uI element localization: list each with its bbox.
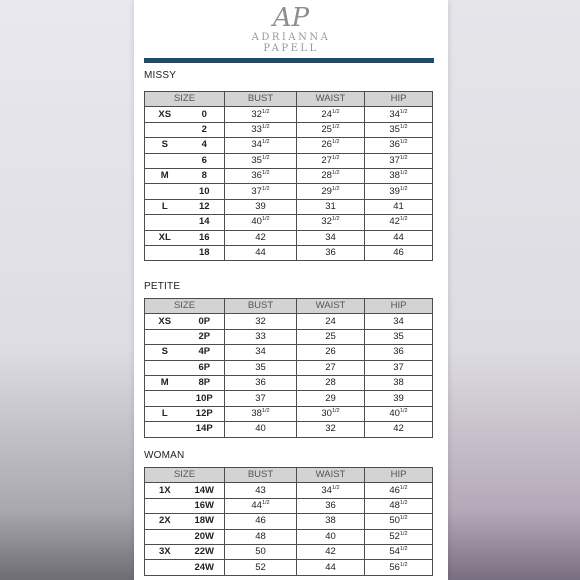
size-label-cell: L bbox=[145, 199, 185, 214]
waist-cell: 42 bbox=[297, 544, 365, 559]
table-row bbox=[145, 314, 433, 329]
waist-cell: 38 bbox=[297, 514, 365, 529]
table-row bbox=[145, 168, 433, 183]
bust-cell: 37 bbox=[225, 391, 297, 406]
table-row bbox=[145, 199, 433, 214]
size-label-cell bbox=[145, 184, 185, 199]
table-row bbox=[145, 215, 433, 230]
hip-cell: 44 bbox=[365, 230, 433, 245]
waist-cell: $25^{1/2}$ bbox=[297, 122, 365, 137]
waist-cell: 27 bbox=[297, 360, 365, 375]
table-row bbox=[145, 245, 433, 260]
size-number-cell: 24W bbox=[185, 560, 225, 575]
table-row bbox=[145, 329, 433, 344]
background-right bbox=[448, 0, 580, 580]
waist-cell: 44 bbox=[297, 560, 365, 575]
size-table-woman bbox=[144, 467, 433, 576]
table-row bbox=[145, 422, 433, 437]
size-number-cell: 4 bbox=[185, 138, 225, 153]
size-label-cell bbox=[145, 560, 185, 575]
hip-cell: $54^{1/2}$ bbox=[365, 544, 433, 559]
bust-cell: $37^{1/2}$ bbox=[225, 184, 297, 199]
size-number-cell: 16W bbox=[185, 498, 225, 513]
hip-cell: $50^{1/2}$ bbox=[365, 514, 433, 529]
hip-cell: $37^{1/2}$ bbox=[365, 153, 433, 168]
hip-cell: $48^{1/2}$ bbox=[365, 498, 433, 513]
waist-cell: 31 bbox=[297, 199, 365, 214]
size-label-cell: 1X bbox=[145, 483, 185, 498]
hip-header: HIP bbox=[365, 92, 433, 107]
bust-cell: 35 bbox=[225, 360, 297, 375]
size-table-missy bbox=[144, 91, 433, 261]
table-row bbox=[145, 406, 433, 421]
table-header-row bbox=[145, 92, 433, 107]
hip-cell: 34 bbox=[365, 314, 433, 329]
waist-cell: 29 bbox=[297, 391, 365, 406]
waist-cell: 26 bbox=[297, 345, 365, 360]
size-label-cell bbox=[145, 360, 185, 375]
hip-cell: $34^{1/2}$ bbox=[365, 107, 433, 122]
waist-cell: $34^{1/2}$ bbox=[297, 483, 365, 498]
table-row bbox=[145, 360, 433, 375]
table-row bbox=[145, 560, 433, 575]
brand-monogram: AP bbox=[272, 3, 310, 33]
size-label-cell bbox=[145, 391, 185, 406]
table-row bbox=[145, 483, 433, 498]
size-number-cell: 14 bbox=[185, 215, 225, 230]
bust-cell: $40^{1/2}$ bbox=[225, 215, 297, 230]
waist-cell: 28 bbox=[297, 375, 365, 390]
hip-cell: 35 bbox=[365, 329, 433, 344]
bust-cell: 44 bbox=[225, 245, 297, 260]
size-label-cell: S bbox=[145, 345, 185, 360]
size-number-cell: 4P bbox=[185, 345, 225, 360]
hip-cell: 37 bbox=[365, 360, 433, 375]
hip-cell: $36^{1/2}$ bbox=[365, 138, 433, 153]
bust-cell: 40 bbox=[225, 422, 297, 437]
table-row bbox=[145, 107, 433, 122]
bust-cell: 33 bbox=[225, 329, 297, 344]
brand-logo bbox=[134, 4, 448, 54]
header-rule bbox=[144, 58, 434, 63]
size-header: SIZE bbox=[145, 468, 225, 483]
waist-cell: 24 bbox=[297, 314, 365, 329]
section-title-petite: PETITE bbox=[144, 281, 181, 292]
bust-cell: $33^{1/2}$ bbox=[225, 122, 297, 137]
size-label-cell: M bbox=[145, 168, 185, 183]
bust-header: BUST bbox=[225, 468, 297, 483]
brand-name-line1: ADRIANNA bbox=[251, 32, 331, 43]
size-number-cell: 12P bbox=[185, 406, 225, 421]
waist-cell: $32^{1/2}$ bbox=[297, 215, 365, 230]
hip-cell: $52^{1/2}$ bbox=[365, 529, 433, 544]
table-row bbox=[145, 391, 433, 406]
size-label-cell bbox=[145, 329, 185, 344]
hip-header: HIP bbox=[365, 299, 433, 314]
background-left bbox=[0, 0, 134, 580]
waist-cell: $29^{1/2}$ bbox=[297, 184, 365, 199]
size-number-cell: 10 bbox=[185, 184, 225, 199]
size-number-cell: 6 bbox=[185, 153, 225, 168]
size-label-cell: 2X bbox=[145, 514, 185, 529]
table-row bbox=[145, 153, 433, 168]
bust-cell: $35^{1/2}$ bbox=[225, 153, 297, 168]
bust-header: BUST bbox=[225, 92, 297, 107]
hip-cell: 46 bbox=[365, 245, 433, 260]
waist-cell: $24^{1/2}$ bbox=[297, 107, 365, 122]
hip-cell: $40^{1/2}$ bbox=[365, 406, 433, 421]
bust-cell: 50 bbox=[225, 544, 297, 559]
size-label-cell: L bbox=[145, 406, 185, 421]
size-label-cell: M bbox=[145, 375, 185, 390]
bust-cell: $36^{1/2}$ bbox=[225, 168, 297, 183]
bust-header: BUST bbox=[225, 299, 297, 314]
bust-cell: $32^{1/2}$ bbox=[225, 107, 297, 122]
size-table-petite bbox=[144, 298, 433, 438]
hip-cell: 42 bbox=[365, 422, 433, 437]
waist-header: WAIST bbox=[297, 92, 365, 107]
size-number-cell: 8P bbox=[185, 375, 225, 390]
bust-cell: 32 bbox=[225, 314, 297, 329]
hip-cell: $35^{1/2}$ bbox=[365, 122, 433, 137]
size-label-cell bbox=[145, 529, 185, 544]
size-number-cell: 18W bbox=[185, 514, 225, 529]
bust-cell: 34 bbox=[225, 345, 297, 360]
waist-cell: 25 bbox=[297, 329, 365, 344]
bust-cell: 43 bbox=[225, 483, 297, 498]
section-title-woman: WOMAN bbox=[144, 450, 185, 461]
waist-header: WAIST bbox=[297, 468, 365, 483]
hip-cell: 41 bbox=[365, 199, 433, 214]
table-row bbox=[145, 514, 433, 529]
size-number-cell: 2P bbox=[185, 329, 225, 344]
bust-cell: $44^{1/2}$ bbox=[225, 498, 297, 513]
waist-cell: $28^{1/2}$ bbox=[297, 168, 365, 183]
table-row bbox=[145, 544, 433, 559]
table-row bbox=[145, 529, 433, 544]
size-header: SIZE bbox=[145, 299, 225, 314]
waist-cell: 40 bbox=[297, 529, 365, 544]
size-label-cell: 3X bbox=[145, 544, 185, 559]
hip-cell: 39 bbox=[365, 391, 433, 406]
hip-header: HIP bbox=[365, 468, 433, 483]
size-label-cell bbox=[145, 245, 185, 260]
table-row bbox=[145, 498, 433, 513]
table-row bbox=[145, 345, 433, 360]
size-label-cell bbox=[145, 153, 185, 168]
table-row bbox=[145, 375, 433, 390]
size-number-cell: 12 bbox=[185, 199, 225, 214]
bust-cell: $38^{1/2}$ bbox=[225, 406, 297, 421]
size-label-cell: XL bbox=[145, 230, 185, 245]
size-number-cell: 0P bbox=[185, 314, 225, 329]
waist-cell: 32 bbox=[297, 422, 365, 437]
size-number-cell: 22W bbox=[185, 544, 225, 559]
size-label-cell: S bbox=[145, 138, 185, 153]
bust-cell: 39 bbox=[225, 199, 297, 214]
size-number-cell: 10P bbox=[185, 391, 225, 406]
size-number-cell: 14W bbox=[185, 483, 225, 498]
size-number-cell: 14P bbox=[185, 422, 225, 437]
size-label-cell: XS bbox=[145, 314, 185, 329]
table-header-row bbox=[145, 468, 433, 483]
size-number-cell: 0 bbox=[185, 107, 225, 122]
waist-cell: $26^{1/2}$ bbox=[297, 138, 365, 153]
size-label-cell bbox=[145, 215, 185, 230]
bust-cell: 36 bbox=[225, 375, 297, 390]
size-number-cell: 18 bbox=[185, 245, 225, 260]
table-row bbox=[145, 122, 433, 137]
hip-cell: $46^{1/2}$ bbox=[365, 483, 433, 498]
table-header-row bbox=[145, 299, 433, 314]
size-number-cell: 6P bbox=[185, 360, 225, 375]
waist-cell: 36 bbox=[297, 245, 365, 260]
waist-cell: 34 bbox=[297, 230, 365, 245]
waist-cell: $27^{1/2}$ bbox=[297, 153, 365, 168]
hip-cell: $56^{1/2}$ bbox=[365, 560, 433, 575]
bust-cell: 46 bbox=[225, 514, 297, 529]
size-number-cell: 20W bbox=[185, 529, 225, 544]
bust-cell: 48 bbox=[225, 529, 297, 544]
table-row bbox=[145, 138, 433, 153]
hip-cell: 38 bbox=[365, 375, 433, 390]
bust-cell: 52 bbox=[225, 560, 297, 575]
bust-cell: 42 bbox=[225, 230, 297, 245]
waist-cell: $30^{1/2}$ bbox=[297, 406, 365, 421]
hip-cell: $42^{1/2}$ bbox=[365, 215, 433, 230]
brand-name-line2: PAPELL bbox=[263, 43, 319, 54]
size-header: SIZE bbox=[145, 92, 225, 107]
section-title-missy: MISSY bbox=[144, 70, 177, 81]
size-label-cell bbox=[145, 122, 185, 137]
size-label-cell bbox=[145, 498, 185, 513]
waist-cell: 36 bbox=[297, 498, 365, 513]
size-number-cell: 8 bbox=[185, 168, 225, 183]
size-label-cell: XS bbox=[145, 107, 185, 122]
hip-cell: 36 bbox=[365, 345, 433, 360]
bust-cell: $34^{1/2}$ bbox=[225, 138, 297, 153]
table-row bbox=[145, 184, 433, 199]
size-number-cell: 16 bbox=[185, 230, 225, 245]
size-number-cell: 2 bbox=[185, 122, 225, 137]
hip-cell: $39^{1/2}$ bbox=[365, 184, 433, 199]
hip-cell: $38^{1/2}$ bbox=[365, 168, 433, 183]
waist-header: WAIST bbox=[297, 299, 365, 314]
table-row bbox=[145, 230, 433, 245]
size-chart-card bbox=[134, 0, 448, 580]
size-label-cell bbox=[145, 422, 185, 437]
